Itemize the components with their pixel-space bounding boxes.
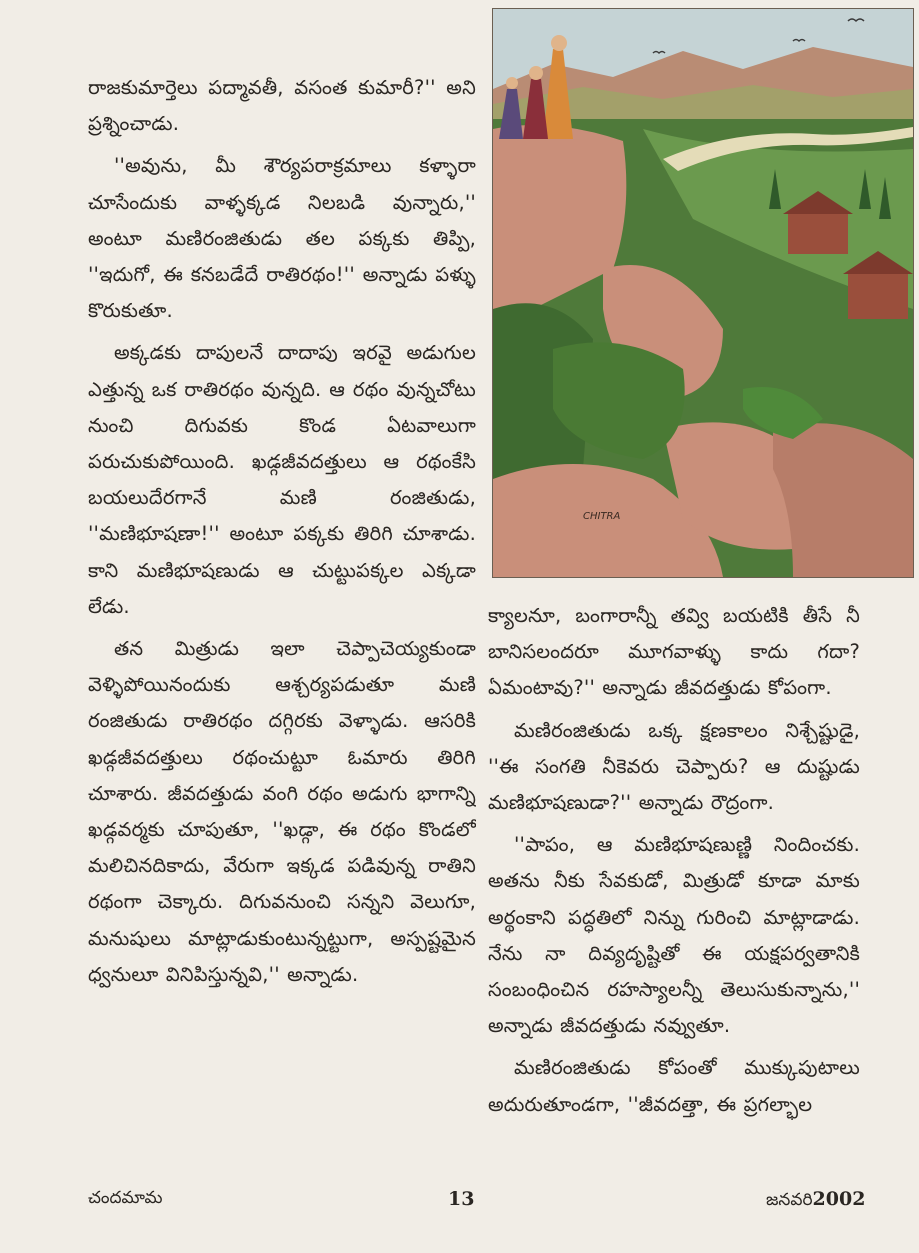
issue-month: జనవరి	[766, 1190, 813, 1210]
paragraph: ''పాపం, ఆ మణిభూషణుణ్ణి నిందించకు. అతను నీకు సేవకుడో, మిత్రుడో కూడా మాకు అర్థంకాని పద్ధతిలో నిన్ను గురించి మాట్లాడాడు. నేను నా దివ్యదృష్టితో ఈ యక్షపర్వతానికి సంబంధించిన రహస్యాలన్నీ తెలుసుకున్నాను,'' అన్నాడు జీవదత్తుడు నవ్వుతూ.	[488, 833, 860, 1038]
paragraph: తన మిత్రుడు ఇలా చెప్పాచెయ్యకుండా వెళ్ళిపోయినందుకు ఆశ్చర్యపడుతూ మణి రంజితుడు రాతిరథం దగ్గిరకు వెళ్ళాడు. ఆసరికి ఖడ్గజీవదత్తులు రథంచుట్టూ ఓమారు తిరిగి చూశారు. జీవదత్తుడు వంగి రథం అడుగు భాగాన్ని ఖడ్గవర్మకు చూపుతూ, ''ఖడ్గా, ఈ రథం కొండలో మలిచినదికాదు, వేరుగా ఇక్కడ పడివున్న రాతిని రథంగా చెక్కారు. దిగువనుంచి సన్నని వెలుగూ, మనుషులు మాట్లాడుకుంటున్నట్టుగా, అస్పష్టమైన ధ్వనులూ వినిపిస్తున్నవి,'' అన్నాడు.	[88, 637, 476, 986]
artist-signature: CHITRA	[583, 511, 621, 522]
right-text-column	[488, 598, 860, 1148]
paragraph: క్యాలనూ, బంగారాన్నీ తవ్వి బయటికి తీసే నీ బానిసలందరూ మూగవాళ్ళు కాదు గదా? ఏమంటావు?'' అన్నాడు జీవదత్తుడు కోపంగా.	[488, 604, 860, 700]
paragraph: మణిరంజితుడు ఒక్క క్షణకాలం నిశ్చేష్టుడై, ''ఈ సంగతి నీకెవరు చెప్పారు? ఆ దుష్టుడు మణిభూషణుడా?'' అన్నాడు రౌద్రంగా.	[488, 718, 860, 815]
temple	[788, 214, 848, 254]
illustration-landscape	[493, 9, 913, 577]
paragraph: ''అవును, మీ శౌర్యపరాక్రమాలు కళ్ళారా చూసేందుకు వాళ్ళక్కడ నిలబడి వున్నారు,'' అంటూ మణిరంజితుడు తల పక్కకు తిప్పి, ''ఇదుగో, ఈ కనబడేదే రాతిరథం!'' అన్నాడు పళ్ళు కొరుకుతూ.	[88, 154, 476, 323]
paragraph: రాజకుమార్తెలు పద్మావతీ, వసంత కుమారీ?'' అని ప్రశ్నించాడు.	[88, 76, 476, 136]
paragraph: అక్కడకు దాపులనే దాదాపు ఇరవై అడుగుల ఎత్తున్న ఒక రాతిరథం వున్నది. ఆ రథం వున్నచోటు నుంచి దిగువకు కొండ ఏటవాలుగా పరుచుకుపోయింది. ఖడ్గజీవదత్తులు ఆ రథంకేసి బయలుదేరగానే మణి రంజితుడు, ''మణిభూషణా!'' అంటూ పక్కకు తిరిగి చూశాడు. కాని మణిభూషణుడు ఆ చుట్టుపక్కల ఎక్కడా లేడు.	[88, 341, 476, 618]
issue-year: 2002	[812, 1188, 866, 1210]
page-number: 13	[448, 1188, 475, 1210]
issue-date	[766, 1188, 865, 1214]
left-text-column	[88, 70, 476, 990]
story-illustration	[492, 8, 914, 578]
paragraph: మణిరంజితుడు కోపంతో ముక్కుపుటాలు అదురుతూండగా, ''జీవదత్తా, ఈ ప్రగల్భాల	[488, 1056, 860, 1116]
magazine-name: చందమామ	[88, 1188, 163, 1208]
temple	[848, 274, 908, 319]
